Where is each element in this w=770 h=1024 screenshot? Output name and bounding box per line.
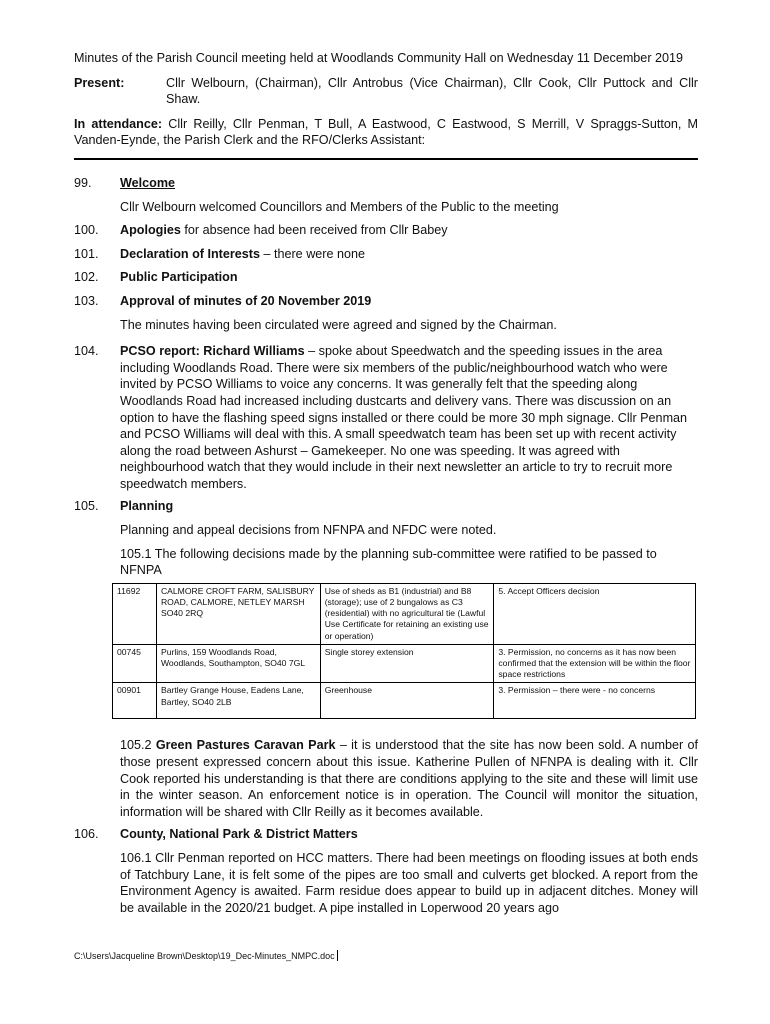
table-row — [113, 644, 696, 683]
item-number: 103. — [74, 293, 99, 308]
item-number: 99. — [74, 175, 92, 190]
item-title: Declaration of Interests — [120, 246, 260, 261]
planning-sub2 — [120, 737, 698, 820]
item-102 — [74, 269, 698, 286]
sub2-number: 105.2 — [120, 738, 156, 753]
planning-sub1: 105.1 The following decisions made by the planning sub-committee were ratified to be passed to NFNPA — [120, 546, 657, 578]
application-proposal: Single storey extension — [320, 644, 494, 683]
item-title: Apologies — [120, 223, 181, 238]
item-number: 101. — [74, 246, 99, 261]
application-decision: 3. Permission, no concerns as it has now been confirmed that the extension will be within the floor space restrictions — [494, 644, 696, 683]
attendance-list: Cllr Reilly, Cllr Penman, T Bull, A Eastwood, C Eastwood, S Merrill, V Spraggs-Sutton, M Vanden-Eynde, the Parish Clerk and the RFO/Clerks Assistant: — [74, 116, 699, 148]
item-number: 106. — [74, 827, 99, 842]
application-ref: 00901 — [113, 683, 157, 719]
meeting-title: Minutes of the Parish Council meeting held at Woodlands Community Hall on Wednesday 11 December 2019 — [74, 51, 684, 65]
item-104 — [74, 343, 698, 492]
item-text: for absence had been received from Cllr Babey — [180, 223, 448, 238]
table-row — [113, 683, 696, 719]
header-rule — [74, 158, 698, 160]
application-proposal: Greenhouse — [320, 683, 494, 719]
application-decision: 3. Permission – there were - no concerns — [494, 683, 696, 719]
file-path: C:\Users\Jacqueline Brown\Desktop\19_Dec-Minutes_NMPC.doc — [74, 951, 335, 961]
attendance-label: In attendance: — [74, 116, 163, 131]
item-title: Approval of minutes of 20 November 2019 — [120, 293, 372, 308]
item-title: Planning — [120, 499, 174, 514]
present-label: Present: — [74, 75, 125, 90]
item-99 — [74, 175, 698, 215]
planning-decisions-table — [112, 583, 696, 720]
present-row — [74, 75, 698, 108]
item-number: 100. — [74, 223, 99, 238]
sub2-title: Green Pastures Caravan Park — [155, 738, 336, 753]
item-100 — [74, 222, 698, 239]
footer — [74, 950, 338, 961]
application-proposal: Use of sheds as B1 (industrial) and B8 (storage); use of 2 bungalows as C3 (residential) with no agricultural tie (Lawful Use Certificate for retaining an existing use or operation) — [320, 583, 494, 644]
application-ref: 11692 — [113, 583, 157, 644]
item-number: 102. — [74, 270, 99, 285]
minutes-page — [74, 50, 698, 916]
item-text: Cllr Welbourn welcomed Councillors and Members of the Public to the meeting — [120, 199, 559, 214]
item-101 — [74, 246, 698, 263]
application-address: Bartley Grange House, Eadens Lane, Bartley, SO40 2LB — [156, 683, 320, 719]
present-list: Cllr Welbourn, (Chairman), Cllr Antrobus (Vice Chairman), Cllr Cook, Cllr Puttock and Cllr Shaw. — [166, 75, 698, 107]
application-address: Purlins, 159 Woodlands Road, Woodlands, Southampton, SO40 7GL — [156, 644, 320, 683]
item-text: – there were none — [259, 246, 366, 261]
item-paragraph — [120, 343, 698, 492]
item-number: 105. — [74, 499, 99, 514]
item-title: PCSO report: Richard Williams — [120, 344, 305, 359]
item-105 — [74, 498, 698, 820]
item-text: The minutes having been circulated were agreed and signed by the Chairman. — [120, 317, 557, 332]
table-row — [113, 583, 696, 644]
item-text: Planning and appeal decisions from NFNPA and NFDC were noted. — [120, 523, 497, 538]
attendance-paragraph — [74, 116, 698, 149]
item-103 — [74, 293, 698, 333]
item-number: 104. — [74, 344, 99, 359]
application-ref: 00745 — [113, 644, 157, 683]
item-title: Welcome — [120, 175, 176, 190]
sub2-text: – it is understood that the site has now been sold. A number of those present expressed concern about this issue. Katherine Pullen of NFNPA is dealing with it. Cllr Cook reported his understanding is that there are conditions applying to the site and these will limit use in the winter season. An enforcement notice is in operation. The Council will monitor the situation, information will be shared with Cllr Reilly as it becomes available. — [120, 738, 699, 819]
application-address: CALMORE CROFT FARM, SALISBURY ROAD, CALMORE, NETLEY MARSH SO40 2RQ — [156, 583, 320, 644]
item-text: – spoke about Speedwatch and the speeding issues in the area including Woodlands Road. There were six members of the public/neighbourhood watch who were invited by PCSO Williams to voice any concerns. It was generally felt that the speeding along Woodlands Road had increased including dustcarts and delivery vans. There was discussion on an option to have the flashing speed signs installed or there could be more 30 mph signage. Cllr Penman and PCSO Williams will deal with this. A small speedwatch team has been set up with recent activity along the road between Ashurst – Gamekeeper. No one was speeding. It was agreed with neighbourhood watch that they would include in their next newsletter an article to try to recruit more speedwatch members. — [120, 344, 688, 491]
application-decision: 5. Accept Officers decision — [494, 583, 696, 644]
item-title: County, National Park & District Matters — [120, 827, 358, 842]
item-106 — [74, 826, 698, 916]
item-title: Public Participation — [120, 270, 238, 285]
item-text: 106.1 Cllr Penman reported on HCC matters. There had been meetings on flooding issues at both ends of Tatchbury Lane, it is felt some of the pipes are too small and culverts get blocked. A report from the Environment Agency is awaited. Farm residue does appear to build up in adjacent ditches. Money will be available in the 2020/21 budget. A pipe installed in Loperwood 20 years ago — [120, 851, 698, 915]
text-cursor — [337, 950, 338, 961]
